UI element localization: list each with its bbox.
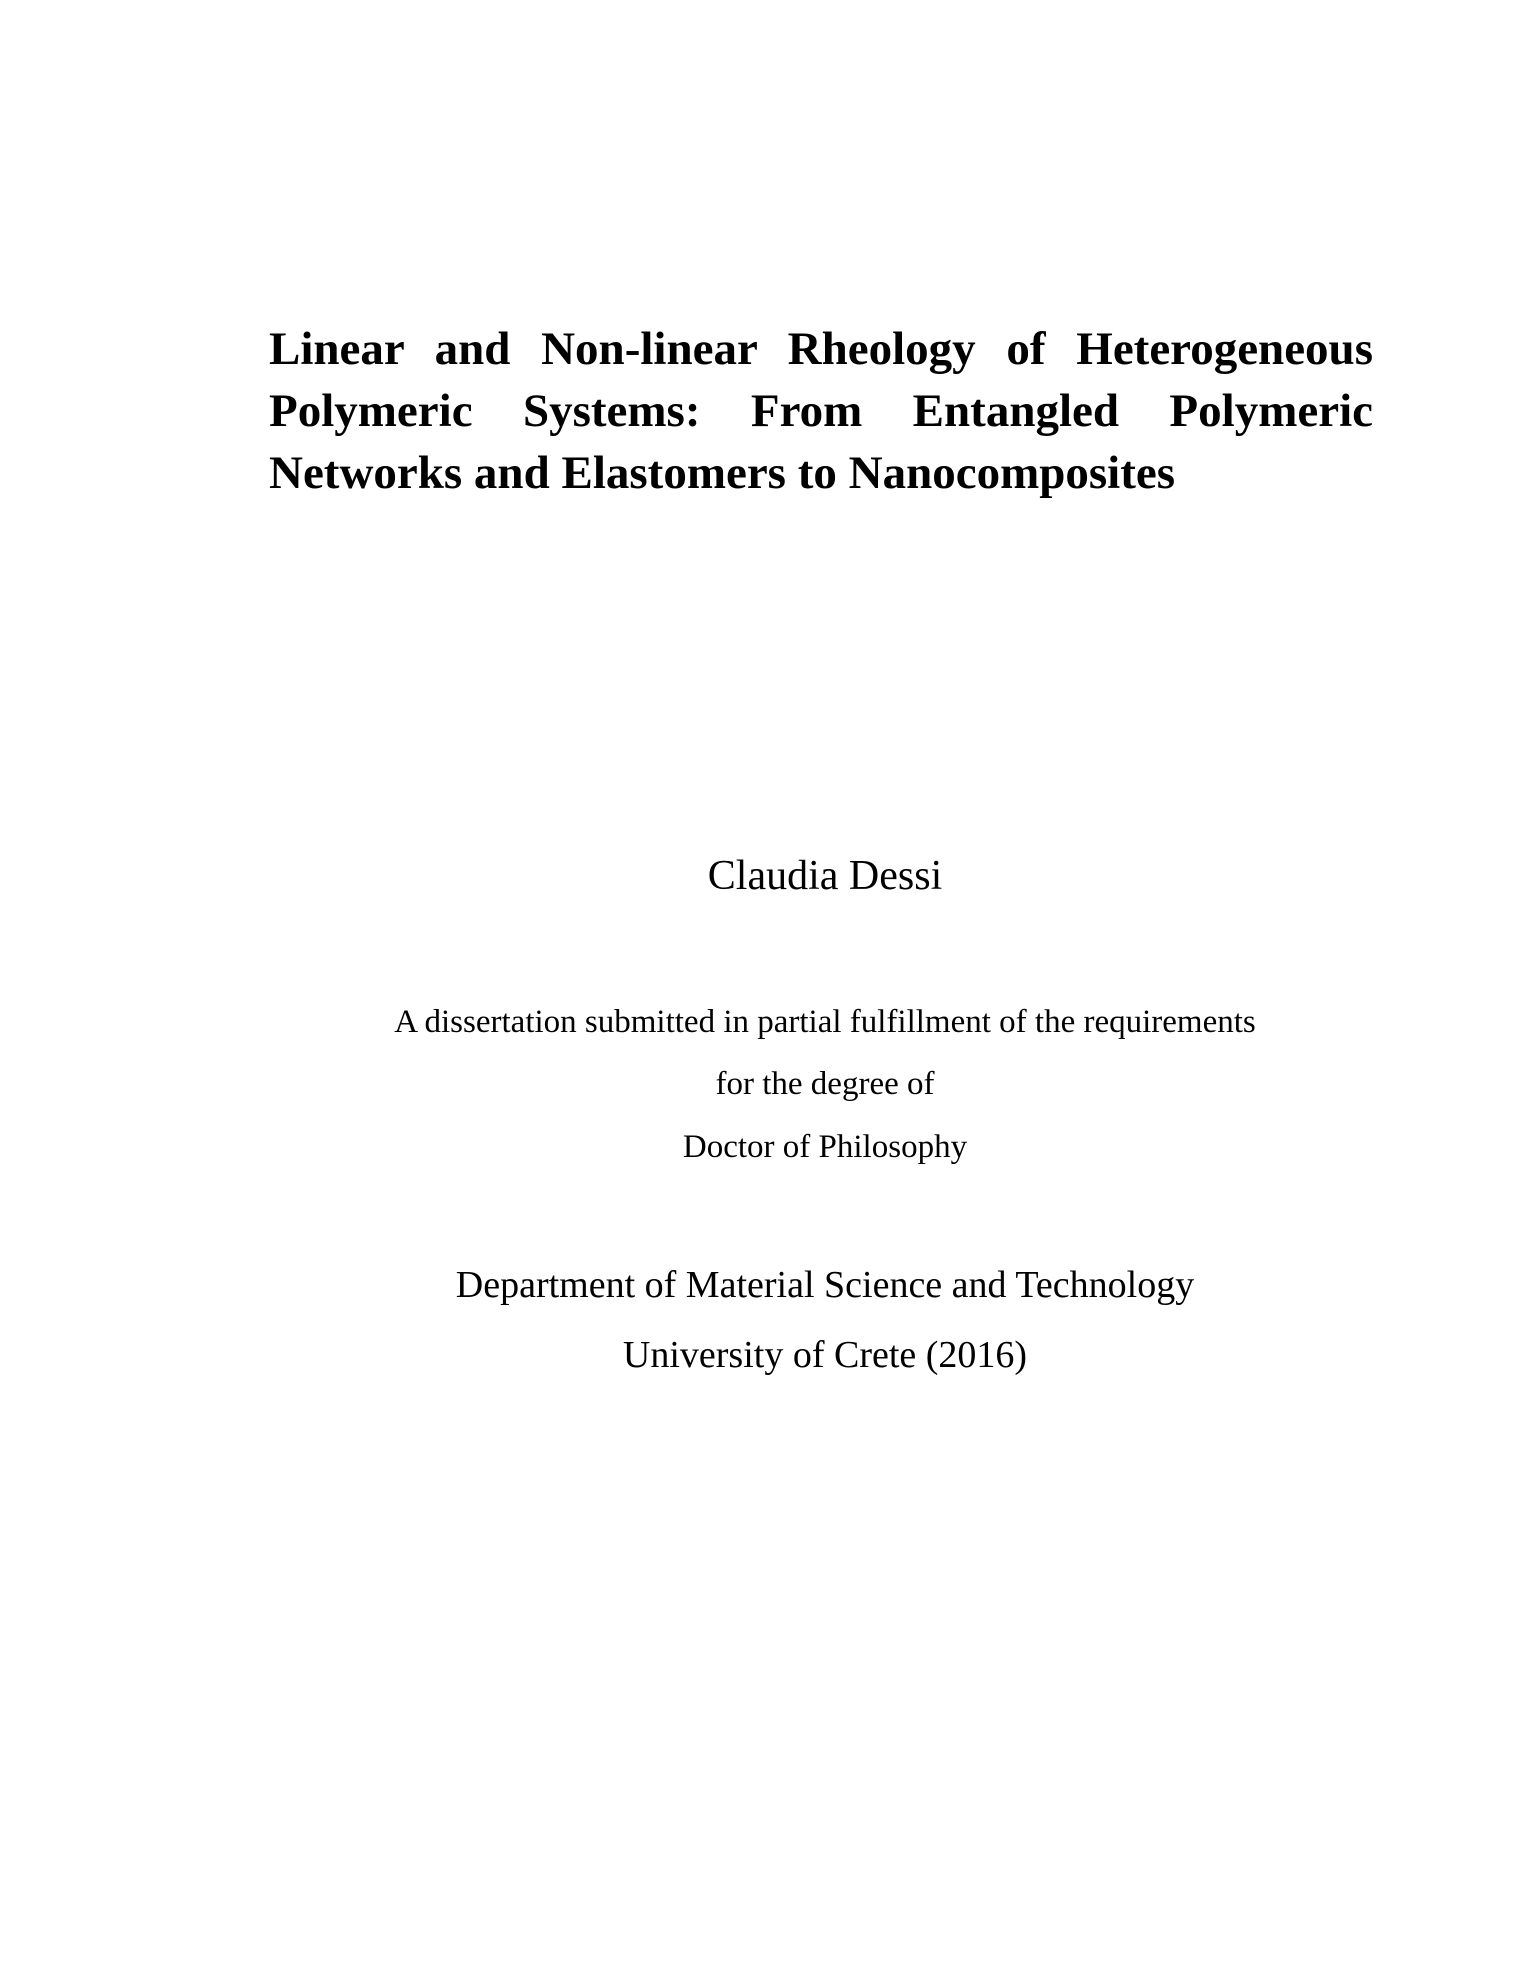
- degree-name: Doctor of Philosophy: [682, 1129, 968, 1165]
- degree-intro: for the degree of: [715, 1066, 935, 1102]
- title-line-1: Linear and Non-linear Rheology of Heterogeneous: [269, 323, 1373, 375]
- university-and-year: University of Crete (2016): [622, 1334, 1028, 1376]
- title-line-3: Networks and Elastomers to Nanocomposites: [269, 447, 1176, 499]
- title-line-2: Polymeric Systems: From Entangled Polymeric: [269, 385, 1373, 437]
- submission-statement: A dissertation submitted in partial fulfillment of the requirements: [394, 1004, 1256, 1040]
- author-name: Claudia Dessi: [707, 853, 943, 899]
- dissertation-title: [269, 318, 1373, 504]
- department-name: Department of Material Science and Technology: [455, 1264, 1195, 1306]
